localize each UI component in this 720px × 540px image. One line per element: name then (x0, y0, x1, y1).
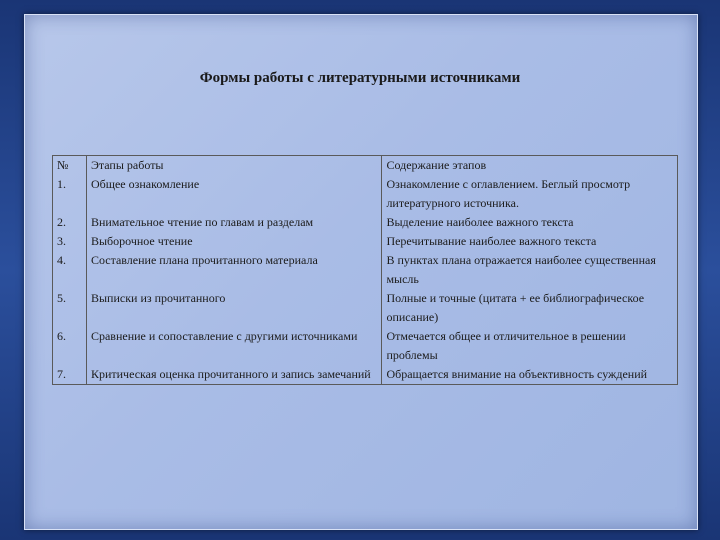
table-row (53, 213, 678, 232)
table-cell-content: Отмечается общее и отличительное в решении проблемы (382, 327, 678, 365)
slide-title: Формы работы с литературными источниками (199, 70, 521, 86)
table-cell-num: 2. (53, 213, 87, 232)
table-cell-stage: Общее ознакомление (86, 175, 381, 213)
table-cell-num: 5. (53, 289, 87, 327)
table-cell-num: 4. (53, 251, 87, 289)
table-cell-num: 1. (53, 175, 87, 213)
table-cell-stage: Критическая оценка прочитанного и запись замечаний (86, 365, 381, 385)
table-cell-content: Содержание этапов (382, 156, 678, 176)
table-row (53, 289, 678, 327)
table-cell-content: В пунктах плана отражается наиболее существенная мысль (382, 251, 678, 289)
table-row (53, 175, 678, 213)
table-cell-stage: Составление плана прочитанного материала (86, 251, 381, 289)
table-cell-num: 7. (53, 365, 87, 385)
table-cell-stage: Сравнение и сопоставление с другими источниками (86, 327, 381, 365)
table-cell-num: 3. (53, 232, 87, 251)
table-cell-num: 6. (53, 327, 87, 365)
table-row (53, 232, 678, 251)
table-cell-num: № (53, 156, 87, 176)
table-cell-content: Перечитывание наиболее важного текста (382, 232, 678, 251)
table-cell-content: Полные и точные (цитата + ее библиографическое описание) (382, 289, 678, 327)
table-cell-stage: Внимательное чтение по главам и разделам (86, 213, 381, 232)
table-cell-stage: Выписки из прочитанного (86, 289, 381, 327)
table-cell-content: Обращается внимание на объективность суждений (382, 365, 678, 385)
table-cell-stage: Выборочное чтение (86, 232, 381, 251)
stages-table (52, 155, 678, 385)
table-header-row (53, 156, 678, 176)
table-row (53, 327, 678, 365)
table-row (53, 251, 678, 289)
table-cell-stage: Этапы работы (86, 156, 381, 176)
table-cell-content: Ознакомление с оглавлением. Беглый просмотр литературного источника. (382, 175, 678, 213)
table-row (53, 365, 678, 385)
table-cell-content: Выделение наиболее важного текста (382, 213, 678, 232)
